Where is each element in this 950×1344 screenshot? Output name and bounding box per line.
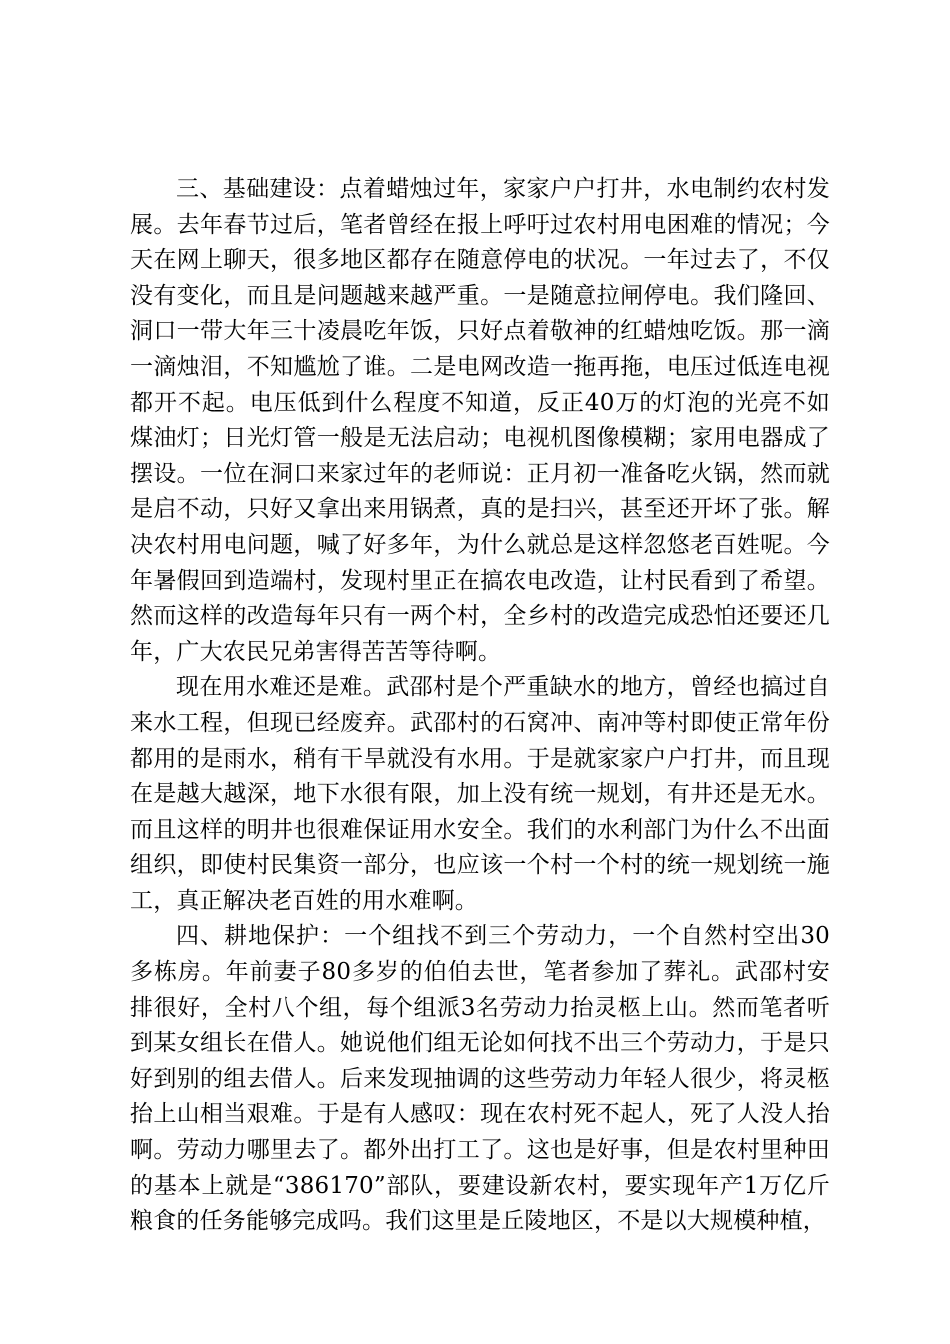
- document-body: [130, 172, 830, 1240]
- paragraph-infrastructure: 三、基础建设：点着蜡烛过年，家家户户打井，水电制约农村发展。去年春节过后，笔者曾经在报上呼吁过农村用电困难的情况；今天在网上聊天，很多地区都存在随意停电的状况。一年过去了，不仅没有变化，而且是问题越来越严重。一是随意拉闸停电。我们隆回、洞口一带大年三十凌晨吃年饭，只好点着敬神的红蜡烛吃饭。那一滴一滴烛泪，不知尴尬了谁。二是电网改造一拖再拖，电压过低连电视都开不起。电压低到什么程度不知道，反正40万的灯泡的光亮不如煤油灯；日光灯管一般是无法启动；电视机图像模糊；家用电器成了摆设。一位在洞口来家过年的老师说：正月初一准备吃火锅，然而就是启不动，只好又拿出来用锅煮，真的是扫兴，甚至还开坏了张。解决农村用电问题，喊了好多年，为什么就总是这样忽悠老百姓呢。今年暑假回到造端村，发现村里正在搞农电改造，让村民看到了希望。然而这样的改造每年只有一两个村，全乡村的改造完成恐怕还要还几年，广大农民兄弟害得苦苦等待啊。: [130, 176, 830, 665]
- paragraph-farmland-protection: 四、耕地保护：一个组找不到三个劳动力，一个自然村空出30多栋房。年前妻子80多岁的伯伯去世，笔者参加了葬礼。武邵村安排很好，全村八个组，每个组派3名劳动力抬灵柩上山。然而笔者听到某女组长在借人。她说他们组无论如何找不出三个劳动力，于是只好到别的组去借人。后来发现抽调的这些劳动力年轻人很少，将灵柩抬上山相当艰难。于是有人感叹：现在农村死不起人，死了人没人抬啊。劳动力哪里去了。都外出打工了。这也是好事，但是农村里种田的基本上就是“386170”部队，要建设新农村，要实现年产1万亿斤粮食的任务能够完成吗。我们这里是丘陵地区，不是以大规模种植，: [130, 923, 830, 1235]
- paragraph-water-supply: 现在用水难还是难。武邵村是个严重缺水的地方，曾经也搞过自来水工程，但现已经废弃。武邵村的石窝冲、南冲等村即使正常年份都用的是雨水，稍有干旱就没有水用。于是就家家户户打井，而且现在是越大越深，地下水很有限，加上没有统一规划，有井还是无水。而且这样的明井也很难保证用水安全。我们的水利部门为什么不出面组织，即使村民集资一部分，也应该一个村一个村的统一规划统一施工，真正解决老百姓的用水难啊。: [130, 674, 830, 914]
